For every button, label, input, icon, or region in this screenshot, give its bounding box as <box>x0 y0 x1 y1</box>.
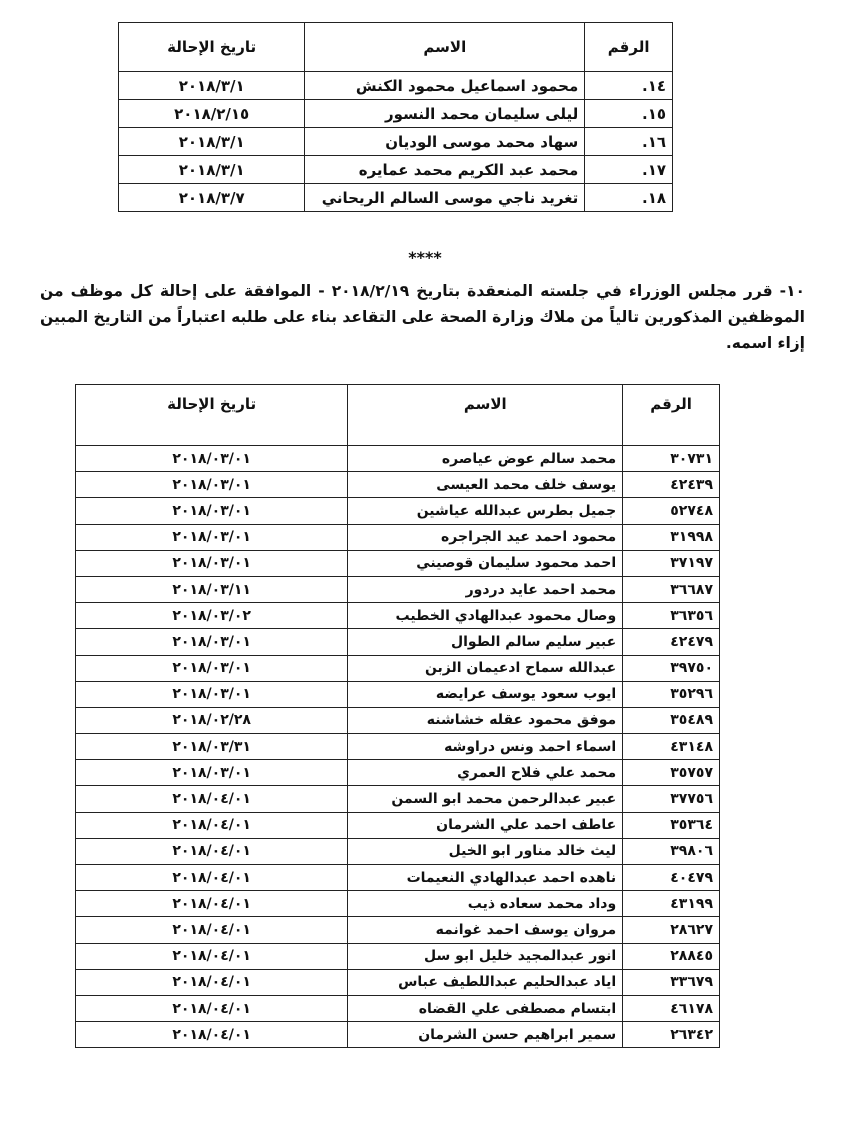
table-row <box>76 838 720 864</box>
row-date: ٢٠١٨/٠٤/٠١ <box>76 891 348 917</box>
decision-paragraph: ١٠- قرر مجلس الوزراء في جلسته المنعقدة بتاريخ ٢٠١٨/٢/١٩ - الموافقة على إحالة كل موظف من الموظفين المذكورين تالياً من ملاك وزارة الصحة على التقاعد بناء على طلبه اعتباراً من التاريخ المبين إزاء اسمه. <box>40 282 805 352</box>
row-name: سهاد محمد موسى الوديان <box>305 128 585 156</box>
table-row <box>76 524 720 550</box>
table-row <box>76 576 720 602</box>
row-date: ٢٠١٨/٠٣/٠١ <box>76 472 348 498</box>
table-row <box>76 498 720 524</box>
table-row <box>76 655 720 681</box>
row-number: ٣٠٧٣١ <box>623 446 720 472</box>
row-number: ٤٣١٩٩ <box>623 891 720 917</box>
row-name: اياد عبدالحليم عبداللطيف عباس <box>348 969 623 995</box>
table-row <box>76 891 720 917</box>
row-number: ٣٦٦٨٧ <box>623 576 720 602</box>
row-number: ٣٩٨٠٦ <box>623 838 720 864</box>
row-date: ٢٠١٨/٠٣/٠١ <box>76 550 348 576</box>
row-name: عاطف احمد علي الشرمان <box>348 812 623 838</box>
row-date: ٢٠١٨/٠٣/١١ <box>76 576 348 602</box>
table-row <box>76 943 720 969</box>
row-number: ٢٨٨٤٥ <box>623 943 720 969</box>
table-row <box>76 786 720 812</box>
retirement-table-2 <box>75 384 720 1048</box>
table-row <box>76 1022 720 1048</box>
table-row <box>76 734 720 760</box>
row-date: ٢٠١٨/٠٤/٠١ <box>76 865 348 891</box>
row-name: مروان يوسف احمد غوانمه <box>348 917 623 943</box>
row-date: ٢٠١٨/٠٤/٠١ <box>76 969 348 995</box>
row-date: ٢٠١٨/٠٣/٠١ <box>76 681 348 707</box>
row-name: ناهده احمد عبدالهادي النعيمات <box>348 865 623 891</box>
table-row <box>119 156 673 184</box>
row-name: محمد احمد عايد دردور <box>348 576 623 602</box>
row-name: تغريد ناجي موسى السالم الريحاني <box>305 184 585 212</box>
row-name: سمير ابراهيم حسن الشرمان <box>348 1022 623 1048</box>
table-row <box>119 128 673 156</box>
header-date: تاريخ الإحالة <box>119 23 305 72</box>
row-number: ٣٥٤٨٩ <box>623 707 720 733</box>
row-date: ٢٠١٨/٠٤/٠١ <box>76 917 348 943</box>
row-number: ٣٥٧٥٧ <box>623 760 720 786</box>
row-name: عبدالله سماح ادعيمان الزبن <box>348 655 623 681</box>
row-date: ٢٠١٨/٠٤/٠١ <box>76 786 348 812</box>
row-date: ٢٠١٨/٠٣/٠١ <box>76 629 348 655</box>
row-name: محمد عبد الكريم محمد عمايره <box>305 156 585 184</box>
row-name: احمد محمود سليمان قوصيني <box>348 550 623 576</box>
row-name: محمد علي فلاح العمري <box>348 760 623 786</box>
row-name: محمد سالم عوض عياصره <box>348 446 623 472</box>
row-name: ليلى سليمان محمد النسور <box>305 100 585 128</box>
table-body <box>76 446 720 1048</box>
row-number: ١٧. <box>585 156 673 184</box>
row-number: ٣٦٣٥٦ <box>623 603 720 629</box>
row-number: ٣٩٧٥٠ <box>623 655 720 681</box>
header-name: الاسم <box>348 385 623 446</box>
row-number: ٣٥٢٩٦ <box>623 681 720 707</box>
header-name: الاسم <box>305 23 585 72</box>
table-row <box>76 629 720 655</box>
row-name: وصال محمود عبدالهادي الخطيب <box>348 603 623 629</box>
row-number: ٤٢٤٧٩ <box>623 629 720 655</box>
row-date: ٢٠١٨/٠٣/٠١ <box>76 655 348 681</box>
row-name: جميل بطرس عبدالله عياشين <box>348 498 623 524</box>
row-number: ١٥. <box>585 100 673 128</box>
table-row <box>76 550 720 576</box>
row-number: ١٤. <box>585 72 673 100</box>
row-number: ٣١٩٩٨ <box>623 524 720 550</box>
table-row <box>76 865 720 891</box>
row-name: يوسف خلف محمد العيسى <box>348 472 623 498</box>
header-number: الرقم <box>585 23 673 72</box>
row-number: ٣٣٦٧٩ <box>623 969 720 995</box>
table-row <box>76 681 720 707</box>
header-number: الرقم <box>623 385 720 446</box>
row-date: ٢٠١٨/٠٤/٠١ <box>76 1022 348 1048</box>
table-row <box>76 446 720 472</box>
row-date: ٢٠١٨/٣/١ <box>119 72 305 100</box>
row-name: موفق محمود عقله خشاشنه <box>348 707 623 733</box>
row-number: ٣٧٧٥٦ <box>623 786 720 812</box>
table-row <box>76 812 720 838</box>
retirement-table-1 <box>118 22 673 212</box>
row-number: ٣٧١٩٧ <box>623 550 720 576</box>
row-date: ٢٠١٨/٠٤/٠١ <box>76 995 348 1021</box>
table-row <box>76 995 720 1021</box>
row-name: محمود احمد عيد الجراجره <box>348 524 623 550</box>
table-row <box>76 603 720 629</box>
row-date: ٢٠١٨/٣/١ <box>119 128 305 156</box>
row-number: ٥٢٧٤٨ <box>623 498 720 524</box>
row-date: ٢٠١٨/٣/٧ <box>119 184 305 212</box>
header-date: تاريخ الإحالة <box>76 385 348 446</box>
table-row <box>76 917 720 943</box>
row-name: محمود اسماعيل محمود الكنش <box>305 72 585 100</box>
row-name: اسماء احمد ونس دراوشه <box>348 734 623 760</box>
row-number: ٤٣١٤٨ <box>623 734 720 760</box>
table-row <box>76 707 720 733</box>
row-name: انور عبدالمجيد خليل ابو سل <box>348 943 623 969</box>
table-header-row <box>119 23 673 72</box>
row-date: ٢٠١٨/٣/١ <box>119 156 305 184</box>
row-name: ايوب سعود يوسف عرايضه <box>348 681 623 707</box>
row-date: ٢٠١٨/٠٣/٠١ <box>76 446 348 472</box>
row-number: ١٦. <box>585 128 673 156</box>
row-number: ٤٦١٧٨ <box>623 995 720 1021</box>
row-date: ٢٠١٨/٠٤/٠١ <box>76 943 348 969</box>
separator: **** <box>408 248 442 267</box>
row-name: ليث خالد مناور ابو الخيل <box>348 838 623 864</box>
table-row <box>76 969 720 995</box>
table-row <box>119 100 673 128</box>
row-name: وداد محمد سعاده ذيب <box>348 891 623 917</box>
table-row <box>119 72 673 100</box>
row-date: ٢٠١٨/٠٤/٠١ <box>76 838 348 864</box>
row-name: عبير سليم سالم الطوال <box>348 629 623 655</box>
row-number: ٤٢٤٣٩ <box>623 472 720 498</box>
row-number: ١٨. <box>585 184 673 212</box>
table-row <box>76 760 720 786</box>
row-date: ٢٠١٨/٢/١٥ <box>119 100 305 128</box>
row-date: ٢٠١٨/٠٤/٠١ <box>76 812 348 838</box>
row-date: ٢٠١٨/٠٣/٠٢ <box>76 603 348 629</box>
row-date: ٢٠١٨/٠٣/٠١ <box>76 760 348 786</box>
table-row <box>119 184 673 212</box>
row-date: ٢٠١٨/٠٣/٠١ <box>76 524 348 550</box>
row-number: ٢٨٦٢٧ <box>623 917 720 943</box>
row-date: ٢٠١٨/٠٣/٠١ <box>76 498 348 524</box>
table-header-row <box>76 385 720 446</box>
row-number: ٤٠٤٧٩ <box>623 865 720 891</box>
row-number: ٣٥٣٦٤ <box>623 812 720 838</box>
row-name: عبير عبدالرحمن محمد ابو السمن <box>348 786 623 812</box>
row-number: ٢٦٣٤٢ <box>623 1022 720 1048</box>
table-row <box>76 472 720 498</box>
table-body <box>119 72 673 212</box>
row-date: ٢٠١٨/٠٢/٢٨ <box>76 707 348 733</box>
row-date: ٢٠١٨/٠٣/٣١ <box>76 734 348 760</box>
row-name: ابتسام مصطفى علي القضاه <box>348 995 623 1021</box>
